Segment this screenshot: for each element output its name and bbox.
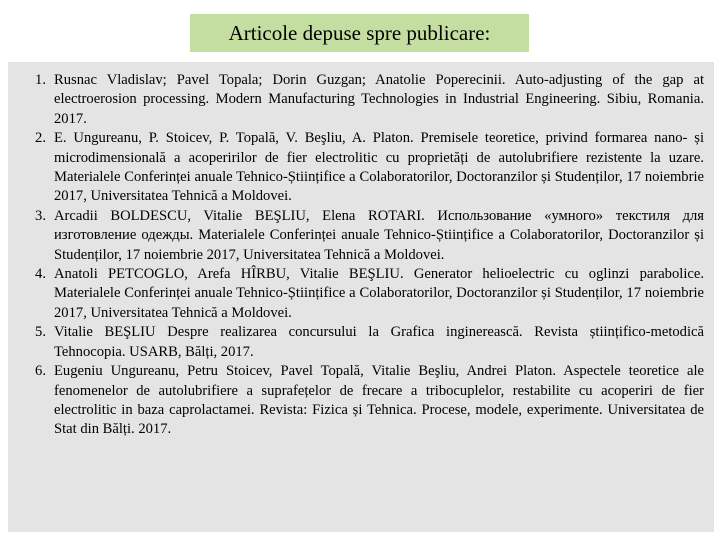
list-item-text: Arcadii BOLDESCU, Vitalie BEŞLIU, Elena ROTARI. Использование «умного» текстиля для изготовление одежды. Materialele Conferinței anuale Tehnico-Științifice a Colaboratorilor, Doctoranzilor și Studenților, 17 noiembrie 2017, Universitatea Tehnică a Moldovei.: [54, 207, 704, 263]
list-item-text: Vitalie BEŞLIU Despre realizarea concursului la Grafica inginerească. Revista științifico-metodică Tehnocopia. USARB, Bălți, 2017.: [54, 324, 704, 360]
list-item-number: 4.: [35, 266, 46, 283]
list-item-text: Anatoli PETCOGLO, Arefa HÎRBU, Vitalie BEŞLIU. Generator helioelectric cu oglinzi parabolice. Materialele Conferinței anuale Tehnico-Științifice a Colaboratorilor, Doctoranzilor și Studenților, 17 noiembrie 2017, Universitatea Tehnică a Moldovei.: [54, 266, 704, 321]
title-box: [190, 14, 529, 52]
list-item-number: 3.: [35, 207, 46, 224]
list-item-number: 6.: [35, 363, 46, 380]
list-item: [24, 362, 704, 440]
list-item: [24, 323, 704, 362]
list-item: [24, 71, 704, 129]
references-panel: [8, 62, 714, 532]
list-item-number: 2.: [35, 130, 46, 147]
list-item-text: E. Ungureanu, P. Stoicev, P. Topală, V. Beşliu, A. Platon. Premisele teoretice, privind formarea nano- și microdimensională a acoperirilor de fier electrolitic cu proprietăți de autolubrifiere rezistente la uzare. Materialele Conferinței anuale Tehnico-Științifice a Colaboratorilor, Doctoranzilor și Studenților, 17 noiembrie 2017, Universitatea Tehnică a Moldovei.: [54, 130, 704, 205]
list-item: [24, 207, 704, 265]
references-list: [24, 71, 704, 440]
list-item-text: Rusnac Vladislav; Pavel Topala; Dorin Guzgan; Anatolie Poperecinii. Auto-adjusting of the gap at electroerosion processing. Modern Manufacturing Technologies in Industrial Engineering. Sibiu, Romania. 2017.: [54, 72, 704, 127]
page-title: Articole depuse spre publicare:: [228, 20, 491, 45]
list-item-text: Eugeniu Ungureanu, Petru Stoicev, Pavel Topală, Vitalie Beşliu, Andrei Platon. Aspectele teoretice ale fenomenelor de autolubrifiere a suprafețelor de frecare a tribocuplelor, restabilite cu acoperiri de fier electrolitic in baza caprolactamei. Revista: Fizica și Tehnica. Procese, modele, experimente. Universitatea de Stat din Bălți. 2017.: [54, 363, 704, 438]
list-item: [24, 129, 704, 207]
list-item: [24, 265, 704, 323]
list-item-number: 1.: [35, 72, 46, 88]
list-item-number: 5.: [35, 324, 46, 341]
